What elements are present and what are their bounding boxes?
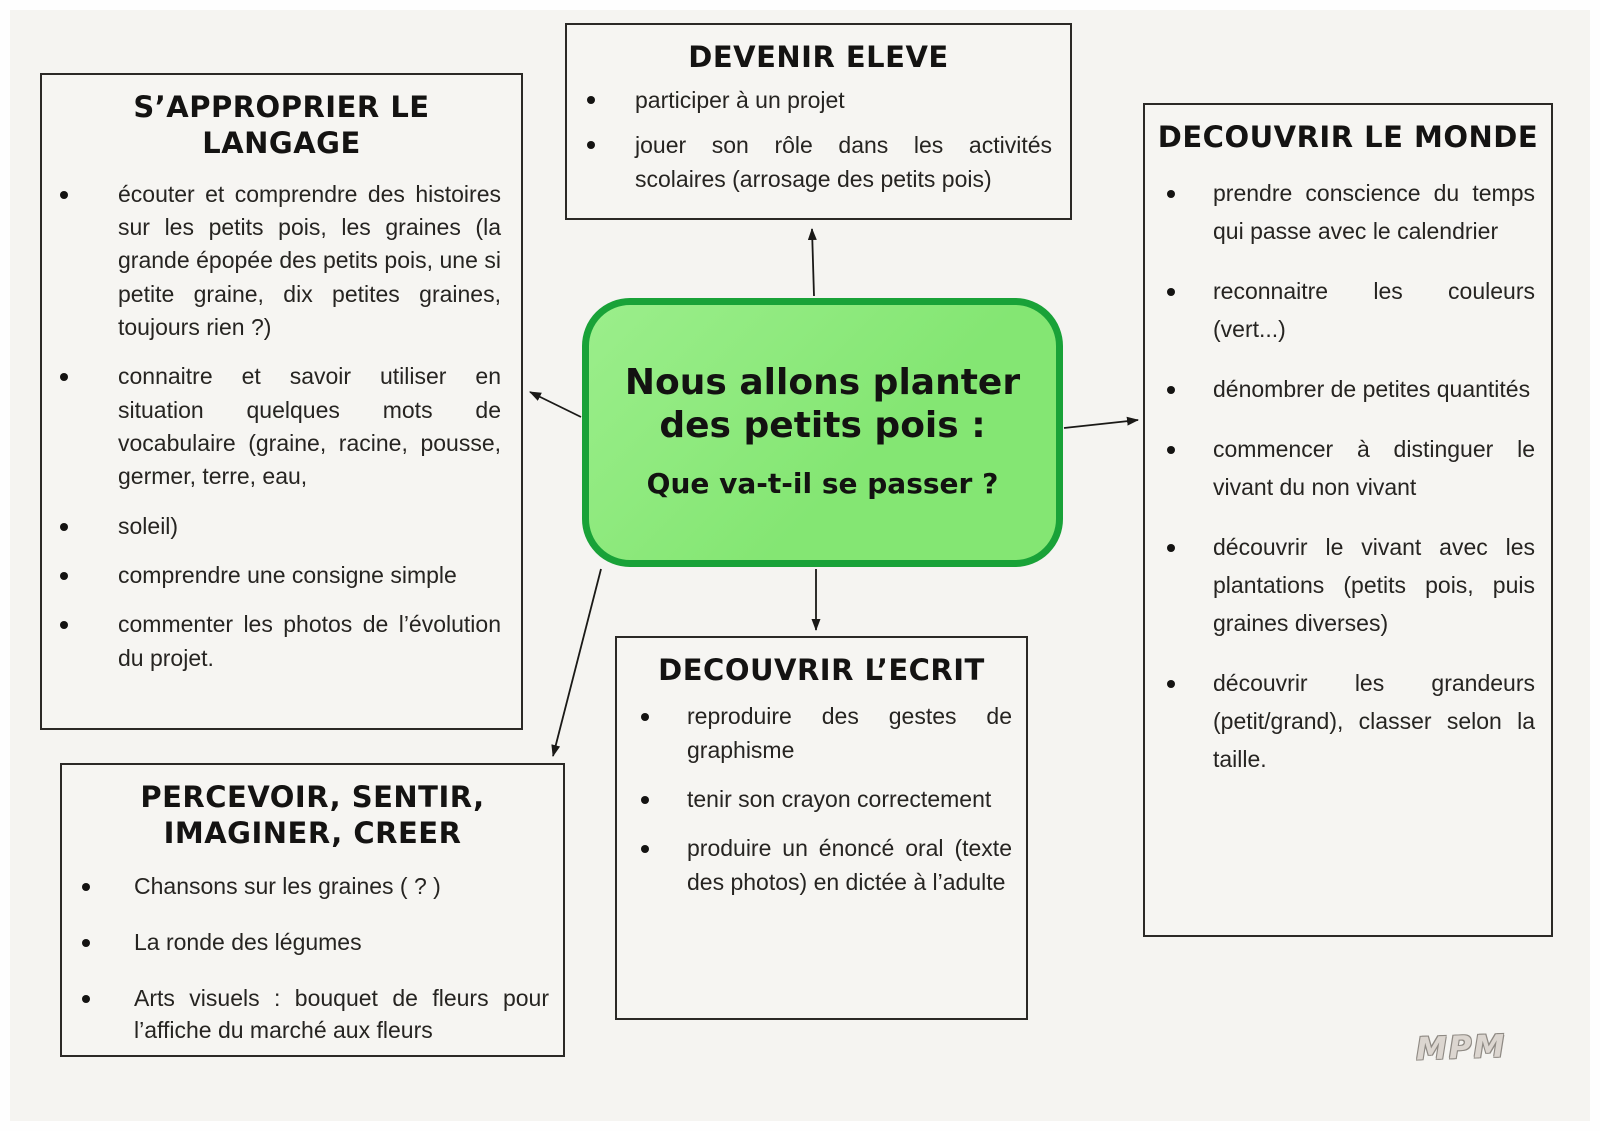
- list-item: [641, 700, 1012, 767]
- list-item: [1167, 371, 1535, 409]
- list-item-text: jouer son rôle dans les activités scolaires (arrosage des petits pois): [635, 131, 1052, 193]
- bullet-icon: [587, 96, 595, 104]
- bullet-icon: [60, 572, 68, 580]
- list-item-text: reconnaitre les couleurs (vert...): [1213, 278, 1535, 343]
- box-decouvrir-lecrit: [615, 636, 1028, 1020]
- list-item: [1167, 273, 1535, 349]
- bullet-icon: [1167, 680, 1175, 688]
- box-title: PERCEVOIR, SENTIR, IMAGINER, CREER: [140, 780, 485, 851]
- list-item: [58, 178, 501, 345]
- list-item-text: reproduire des gestes de graphisme: [687, 703, 1012, 763]
- box-devenir-eleve: [565, 23, 1072, 220]
- bullet-icon: [587, 141, 595, 149]
- bullet-icon: [60, 523, 68, 531]
- list-item-text: produire un énoncé oral (texte des photos) en dictée à l’adulte: [687, 835, 1012, 895]
- bullet-icon: [60, 373, 68, 381]
- bullet-icon: [60, 191, 68, 199]
- list-item-text: participer à un projet: [635, 87, 845, 114]
- list-item-text: commencer à distinguer le vivant du non vivant: [1213, 435, 1535, 500]
- mpm-watermark: MPM: [1415, 1028, 1508, 1068]
- box-title: DECOUVRIR LE MONDE: [1157, 120, 1539, 154]
- arrow-to-sapproprier-le-langage: [530, 392, 581, 417]
- bullet-icon: [82, 883, 90, 891]
- list-item: [58, 559, 501, 592]
- list-item: [82, 982, 549, 1046]
- arrow-to-decouvrir-le-monde: [1064, 420, 1138, 428]
- list-item-text: prendre conscience du temps qui passe avec le calendrier: [1213, 180, 1535, 245]
- bullet-icon: [1167, 446, 1175, 454]
- list-item: [1167, 665, 1535, 779]
- list-item: [641, 832, 1012, 899]
- bullet-icon: [641, 845, 649, 853]
- box-sapproprier-le-langage: [40, 73, 523, 730]
- list-item-text: dénombrer de petites quantités: [1213, 376, 1531, 402]
- arrow-to-percevoir-sentir: [553, 569, 601, 756]
- list-item-text: comprendre une consigne simple: [118, 561, 457, 588]
- list-item-text: écouter et comprendre des histoires sur les petits pois, les graines (la grande épopée des petits pois, une si petite graine, dix petites graines, toujours rien ?): [118, 180, 501, 340]
- list-item: [1167, 175, 1535, 251]
- list-item-text: La ronde des légumes: [134, 928, 362, 955]
- list-item-text: tenir son crayon correctement: [687, 785, 992, 812]
- central-topic-title: Nous allons planter des petits pois :: [624, 361, 1021, 446]
- list-item-text: découvrir le vivant avec les plantations (petits pois, puis graines diverses): [1213, 533, 1535, 636]
- box-decouvrir-le-monde: [1143, 103, 1553, 937]
- central-topic-bubble: [582, 298, 1063, 567]
- list-item: [82, 870, 549, 902]
- bullet-icon: [60, 621, 68, 629]
- bullet-icon: [1167, 190, 1175, 198]
- list-item-text: découvrir les grandeurs (petit/grand), classer selon la taille.: [1213, 669, 1535, 772]
- list-item: [587, 128, 1052, 197]
- list-item: [58, 608, 501, 675]
- list-item: [58, 510, 501, 543]
- list-item-text: connaitre et savoir utiliser en situation quelques mots de vocabulaire (graine, racine, pousse, germer, terre, eau,: [118, 363, 501, 490]
- central-topic-question: Que va-t-il se passer ?: [646, 466, 999, 500]
- bullet-icon: [1167, 544, 1175, 552]
- box-title: S’APPROPRIER LE LANGAGE: [133, 90, 430, 161]
- list-item: [1167, 431, 1535, 507]
- list-item: [58, 360, 501, 493]
- list-item-text: soleil): [118, 512, 179, 539]
- box-title: DEVENIR ELEVE: [688, 40, 949, 74]
- list-item: [641, 783, 1012, 816]
- bullet-icon: [82, 995, 90, 1003]
- bullet-icon: [641, 713, 649, 721]
- bullet-icon: [641, 796, 649, 804]
- bullet-icon: [1167, 288, 1175, 296]
- box-title: DECOUVRIR L’ECRIT: [658, 653, 985, 687]
- list-item: [1167, 529, 1535, 643]
- list-item: [82, 926, 549, 958]
- bullet-icon: [82, 939, 90, 947]
- list-item: [587, 83, 1052, 118]
- arrow-to-devenir-eleve: [812, 229, 814, 296]
- list-item-text: Arts visuels : bouquet de fleurs pour l’affiche du marché aux fleurs: [134, 984, 549, 1044]
- box-percevoir-sentir-imaginer-creer: [60, 763, 565, 1057]
- list-item-text: commenter les photos de l’évolution du projet.: [118, 611, 501, 671]
- list-item-text: Chansons sur les graines ( ? ): [134, 872, 441, 899]
- bullet-icon: [1167, 386, 1175, 394]
